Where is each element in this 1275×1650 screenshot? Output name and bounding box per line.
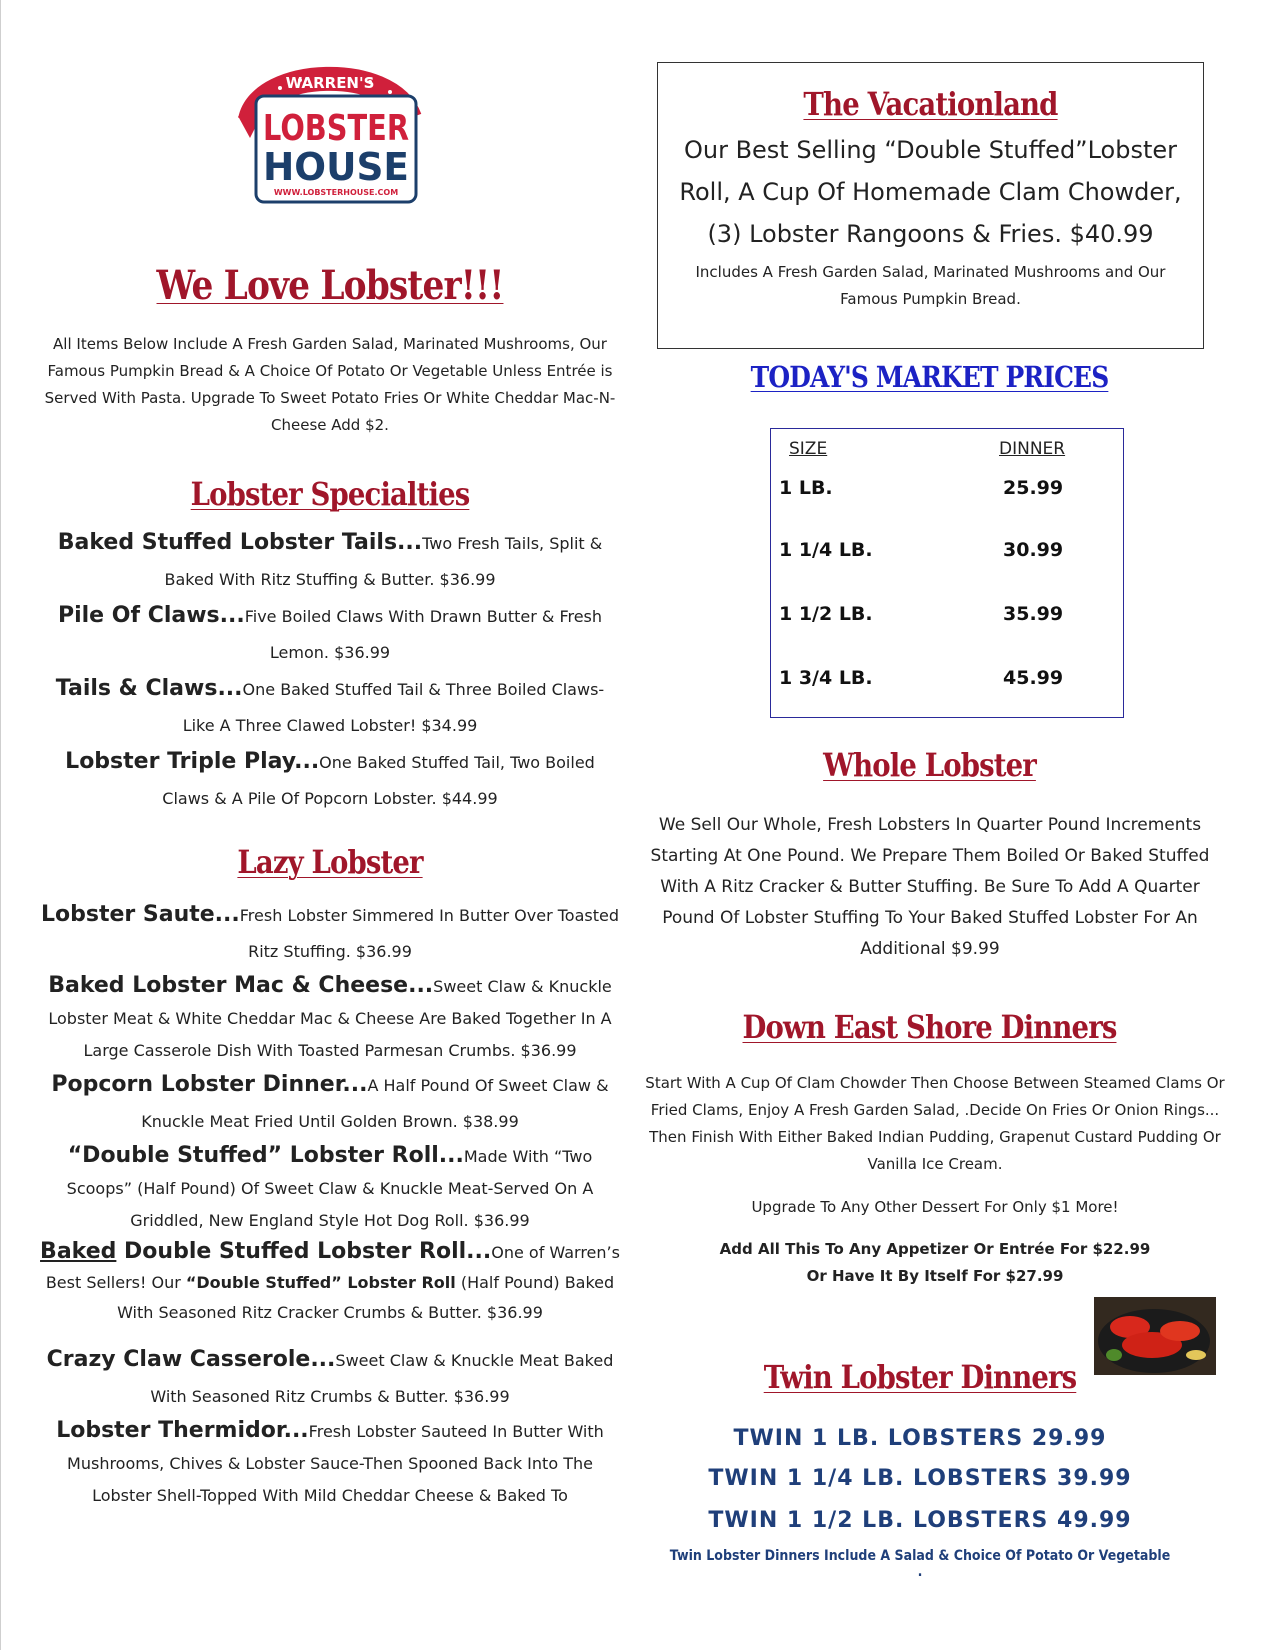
item-name-underlined: Baked bbox=[40, 1239, 117, 1264]
logo-url: WWW.LOBSTERHOUSE.COM bbox=[273, 188, 399, 197]
specialties-title: Lobster Specialties bbox=[190, 475, 470, 513]
logo-line2: HOUSE bbox=[263, 145, 409, 189]
down-east-add-price: Add All This To Any Appetizer Or Entrée For $22.99 bbox=[719, 1240, 1151, 1258]
item-desc: Made With “Two Scoops” (Half Pound) Of Sweet Claw & Knuckle Meat-Served On A Griddled, New England Style Hot Dog Roll. $36.99 bbox=[66, 1147, 594, 1230]
item-desc: A Half Pound Of Sweet Claw & Knuckle Meat Fried Until Golden Brown. $38.99 bbox=[141, 1076, 609, 1131]
down-east-alone-price: Or Have It By Itself For $27.99 bbox=[806, 1267, 1064, 1285]
logo-top-text: WARREN'S bbox=[285, 74, 375, 92]
menu-item bbox=[40, 671, 620, 744]
vacationland-title: The Vacationland bbox=[803, 85, 1058, 123]
down-east-title: Down East Shore Dinners bbox=[742, 1008, 1117, 1046]
market-price: 25.99 bbox=[1003, 477, 1064, 499]
item-name: Crazy Claw Casserole... bbox=[46, 1347, 336, 1372]
market-size: 1 1/4 LB. bbox=[779, 539, 873, 561]
item-name: Baked Lobster Mac & Cheese... bbox=[48, 973, 434, 998]
item-desc: Fresh Lobster Simmered In Butter Over Toasted Ritz Stuffing. $36.99 bbox=[239, 906, 620, 961]
market-size: 1 LB. bbox=[779, 477, 833, 499]
down-east-text: Start With A Cup Of Clam Chowder Then Choose Between Steamed Clams Or Fried Clams, Enjoy A Fresh Garden Salad, .Decide On Fries Or Onion Rings... Then Finish With Either Baked Indian Pudding, Grapenut Custard Pudding Or Vanilla Ice Cream. bbox=[645, 1074, 1225, 1173]
whole-lobster-text: We Sell Our Whole, Fresh Lobsters In Quarter Pound Increments Starting At One Pound. We Prepare Them Boiled Or Baked Stuffed With A Ritz Cracker & Butter Stuffing. Be Sure To Add A Quarter Pound Of Lobster Stuffing To Your Baked Stuffed Lobster For An Additional $9.99 bbox=[650, 815, 1210, 959]
logo-line1: LOBSTER bbox=[263, 108, 409, 149]
menu-item bbox=[40, 897, 620, 970]
item-desc-bold: “Double Stuffed” Lobster Roll bbox=[185, 1273, 456, 1292]
item-desc: (Half Pound) Baked With Seasoned Ritz Cracker Crumbs & Butter. $36.99 bbox=[117, 1273, 615, 1322]
vacationland-description: Our Best Selling “Double Stuffed”Lobster Roll, A Cup Of Homemade Clam Chowder, (3) Lobster Rangoons & Fries. $40.99 bbox=[679, 136, 1182, 248]
menu-item bbox=[40, 1067, 620, 1140]
intro-text: All Items Below Include A Fresh Garden Salad, Marinated Mushrooms, Our Famous Pumpkin Bread & A Choice Of Potato Or Vegetable Unless Entrée is Served With Pasta. Upgrade To Sweet Potato Fries Or White Cheddar Mac-N-Cheese Add $2. bbox=[44, 335, 616, 434]
item-name: Lobster Thermidor... bbox=[56, 1418, 309, 1443]
menu-item bbox=[40, 1140, 620, 1237]
size-header: SIZE bbox=[789, 439, 828, 459]
market-price: 35.99 bbox=[1003, 603, 1064, 625]
item-name: Baked Stuffed Lobster Tails... bbox=[57, 530, 423, 555]
menu-item bbox=[40, 598, 620, 671]
item-name: Popcorn Lobster Dinner... bbox=[51, 1072, 368, 1097]
down-east-upgrade: Upgrade To Any Other Dessert For Only $1 More! bbox=[751, 1198, 1119, 1216]
item-desc: One of Warren’s Best Sellers! Our bbox=[45, 1243, 620, 1292]
vacationland-box bbox=[657, 62, 1204, 349]
twin-price-line: TWIN 1 1/4 LB. LOBSTERS 39.99 bbox=[708, 1466, 1132, 1491]
item-desc: One Baked Stuffed Tail, Two Boiled Claws & A Pile Of Popcorn Lobster. $44.99 bbox=[162, 753, 595, 808]
market-prices-title: TODAY'S MARKET PRICES bbox=[750, 360, 1109, 394]
menu-item bbox=[40, 744, 620, 817]
item-name: Double Stuffed Lobster Roll... bbox=[116, 1239, 492, 1264]
vacationland-includes: Includes A Fresh Garden Salad, Marinated Mushrooms and Our Famous Pumpkin Bread. bbox=[695, 263, 1166, 308]
market-price: 30.99 bbox=[1003, 539, 1064, 561]
item-name: Tails & Claws... bbox=[55, 676, 243, 701]
lazy-title: Lazy Lobster bbox=[237, 843, 423, 881]
twin-lobster-title: Twin Lobster Dinners bbox=[763, 1358, 1077, 1396]
menu-item bbox=[40, 525, 620, 598]
item-desc: Five Boiled Claws With Drawn Butter & Fresh Lemon. $36.99 bbox=[244, 607, 603, 662]
item-desc: Sweet Claw & Knuckle Lobster Meat & White Cheddar Mac & Cheese Are Baked Together In A Large Casserole Dish With Toasted Parmesan Crumbs. $36.99 bbox=[48, 977, 612, 1060]
item-name: Lobster Saute... bbox=[40, 902, 240, 927]
market-prices-table bbox=[770, 428, 1124, 718]
item-desc: Two Fresh Tails, Split & Baked With Ritz Stuffing & Butter. $36.99 bbox=[164, 534, 603, 589]
item-name: Lobster Triple Play... bbox=[65, 749, 320, 774]
twin-price-line: TWIN 1 1/2 LB. LOBSTERS 49.99 bbox=[708, 1508, 1132, 1533]
item-desc: Fresh Lobster Sauteed In Butter With Mushrooms, Chives & Lobster Sauce-Then Spooned Back Into The Lobster Shell-Topped With Mild Cheddar Cheese & Baked To bbox=[67, 1422, 604, 1505]
twin-price-line: TWIN 1 LB. LOBSTERS 29.99 bbox=[733, 1426, 1107, 1451]
item-name: Pile Of Claws... bbox=[57, 603, 245, 628]
whole-lobster-title: Whole Lobster bbox=[823, 746, 1036, 784]
item-desc: One Baked Stuffed Tail & Three Boiled Claws-Like A Three Clawed Lobster! $34.99 bbox=[182, 680, 605, 735]
item-desc: Sweet Claw & Knuckle Meat Baked With Seasoned Ritz Crumbs & Butter. $36.99 bbox=[150, 1351, 614, 1406]
market-size: 1 3/4 LB. bbox=[779, 667, 873, 689]
dinner-header: DINNER bbox=[999, 439, 1066, 459]
menu-item-baked-roll bbox=[40, 1237, 620, 1328]
page-edge bbox=[0, 0, 1, 1650]
menu-item bbox=[40, 970, 620, 1067]
market-price: 45.99 bbox=[1003, 667, 1064, 689]
menu-item bbox=[40, 1415, 620, 1512]
item-name: “Double Stuffed” Lobster Roll... bbox=[67, 1143, 464, 1168]
menu-item bbox=[40, 1342, 620, 1415]
twin-note: Twin Lobster Dinners Include A Salad & Choice Of Potato Or Vegetable . bbox=[669, 1548, 1171, 1580]
market-size: 1 1/2 LB. bbox=[779, 603, 873, 625]
left-column bbox=[40, 55, 620, 1512]
page-title: We Love Lobster!!! bbox=[156, 262, 504, 309]
